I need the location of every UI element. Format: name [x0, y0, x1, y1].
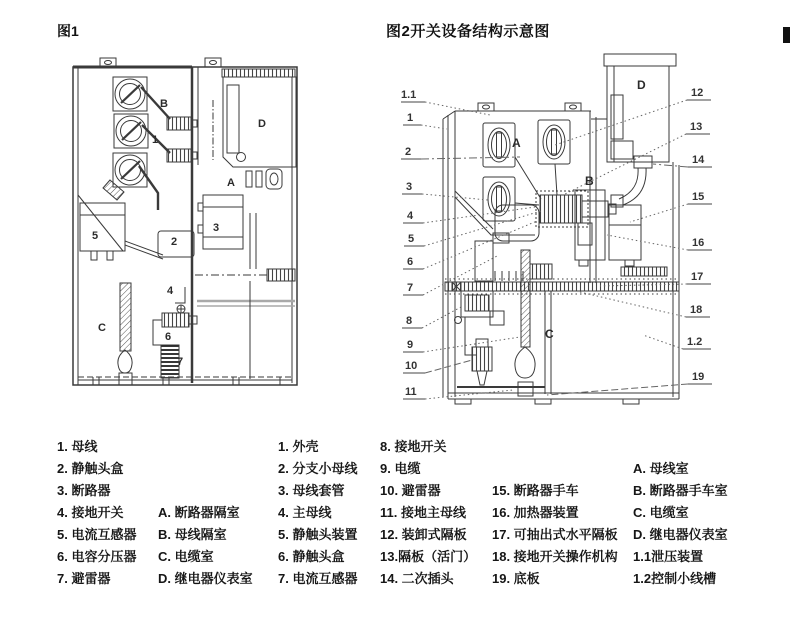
- legend-entry: 1. 外壳: [278, 439, 319, 454]
- legend-entry: B. 母线隔室: [158, 527, 227, 542]
- legend-entry: 3. 断路器: [57, 483, 111, 498]
- legend-entry: 18. 接地开关操作机构: [492, 549, 618, 564]
- figure2-drawing: [395, 45, 725, 410]
- legend-fig2-col1: [278, 436, 357, 590]
- figure1-part-label: 6: [165, 331, 172, 343]
- figure1-part-label: 2: [171, 236, 178, 248]
- legend-entry: 3. 母线套管: [278, 483, 345, 498]
- figure2-callout-number: 7: [407, 282, 414, 294]
- figure2-callout-number: 10: [405, 360, 418, 372]
- figure2-callout-number: 1.2: [687, 336, 703, 348]
- legend-entry: 4. 主母线: [278, 505, 332, 520]
- legend-entry: 19. 底板: [492, 571, 540, 586]
- figure1-diagram: [55, 45, 315, 395]
- legend-entry: 14. 二次插头: [380, 571, 454, 586]
- figure2-callout-number: 8: [406, 315, 413, 327]
- figure2-compartment-label: B: [585, 174, 594, 188]
- legend-entry: 7. 避雷器: [57, 571, 111, 586]
- legend-entry: 11. 接地主母线: [380, 505, 466, 520]
- figure1-part-label: D: [258, 118, 266, 130]
- legend-entry: B. 断路器手车室: [633, 483, 728, 498]
- figure1-part-label: 3: [213, 222, 220, 234]
- breaker-room: [575, 156, 667, 276]
- legend-fig1-items: [57, 436, 136, 590]
- figure1-title: 图1: [57, 23, 79, 39]
- busbar-bushings: [103, 77, 197, 210]
- figure2-callout-number: 16: [692, 237, 705, 249]
- cabinet-outline: [73, 58, 297, 385]
- legend-entry: A. 母线室: [633, 461, 689, 476]
- cable-compartment-parts: [78, 283, 292, 385]
- legend-entry: 10. 避雷器: [380, 483, 441, 498]
- legend-entry: 6. 静触头盒: [278, 549, 345, 564]
- legend-entry: 13.隔板（活门）: [380, 549, 477, 564]
- figure1-part-label: C: [98, 322, 106, 334]
- legend-entry: 2. 分支小母线: [278, 461, 358, 476]
- figure2-callout-number: 15: [692, 191, 705, 203]
- figure2-callout-number: 18: [690, 304, 703, 316]
- figure2-callout-number: 3: [406, 181, 413, 193]
- figure1-part-label: A: [227, 177, 235, 189]
- legend-fig2-col4: [633, 458, 728, 590]
- figure2-callout-number: 1.1: [401, 89, 417, 101]
- figure2-compartment-label: C: [545, 327, 554, 341]
- figure2-callout-number: 4: [407, 210, 414, 222]
- figure2-callout-number: 14: [692, 154, 705, 166]
- legend-entry: A. 断路器隔室: [158, 505, 240, 520]
- figure1-part-label: 1: [152, 134, 159, 146]
- legend-entry: C. 电缆室: [158, 549, 214, 564]
- figure1-part-label: 5: [92, 230, 99, 242]
- figure2-callout-number: 1: [407, 112, 414, 124]
- legend-entry: 17. 可抽出式水平隔板: [492, 527, 618, 542]
- figure2-compartment-label: A: [512, 136, 521, 150]
- figure2-callout-number: 11: [405, 386, 417, 398]
- figure1-drawing: [55, 45, 315, 395]
- legend-fig1-compartments: [158, 502, 253, 590]
- figure2-callout-number: 13: [690, 121, 703, 133]
- legend-entry: 12. 装卸式隔板: [380, 527, 467, 542]
- figure2-title: 图2开关设备结构示意图: [386, 23, 550, 40]
- legend-entry: 1.2控制小线槽: [633, 571, 717, 586]
- figure2-compartment-label: D: [637, 78, 646, 92]
- figure2-callout-number: 19: [692, 371, 705, 383]
- legend-entry: 6. 电容分压器: [57, 549, 137, 564]
- figure2-callout-number: 6: [407, 256, 414, 268]
- figure2-callout-number: 2: [405, 146, 412, 158]
- legend-fig2-col2: [380, 436, 476, 590]
- legend-entry: 5. 电流互感器: [57, 527, 137, 542]
- figure2-callout-number: 5: [408, 233, 415, 245]
- figure2-callout-number: 12: [691, 87, 704, 99]
- figure1-part-label: 4: [167, 285, 174, 297]
- legend-entry: 5. 静触头装置: [278, 527, 358, 542]
- legend-entry: 1. 母线: [57, 439, 98, 454]
- contact-box-assembly: [536, 191, 616, 227]
- legend-fig2-col3: [492, 480, 618, 590]
- figure1-part-label: 7: [177, 356, 184, 368]
- legend-entry: 16. 加热器装置: [492, 505, 579, 520]
- legend-entry: D. 继电器仪表室: [158, 571, 253, 586]
- figure1-part-label: B: [160, 98, 168, 110]
- relay-compartment: [213, 69, 296, 189]
- figure2-callout-number: 17: [691, 271, 704, 283]
- figure2-diagram: [395, 45, 725, 410]
- legend-entry: 4. 接地开关: [57, 505, 124, 520]
- figure2-callout-number: 9: [407, 339, 414, 351]
- legend-entry: 2. 静触头盒: [57, 461, 124, 476]
- legend-entry: 15. 断路器手车: [492, 483, 579, 498]
- legend-entry: 8. 接地开关: [380, 439, 447, 454]
- legend-entry: D. 继电器仪表室: [633, 527, 728, 542]
- legend-entry: C. 电缆室: [633, 505, 689, 520]
- legend-entry: 7. 电流互感器: [278, 571, 358, 586]
- cropped-edge-mark: [783, 27, 790, 43]
- legend-entry: 1.1泄压装置: [633, 549, 704, 564]
- breaker-and-transformer: [78, 195, 295, 379]
- legend-entry: 9. 电缆: [380, 461, 421, 476]
